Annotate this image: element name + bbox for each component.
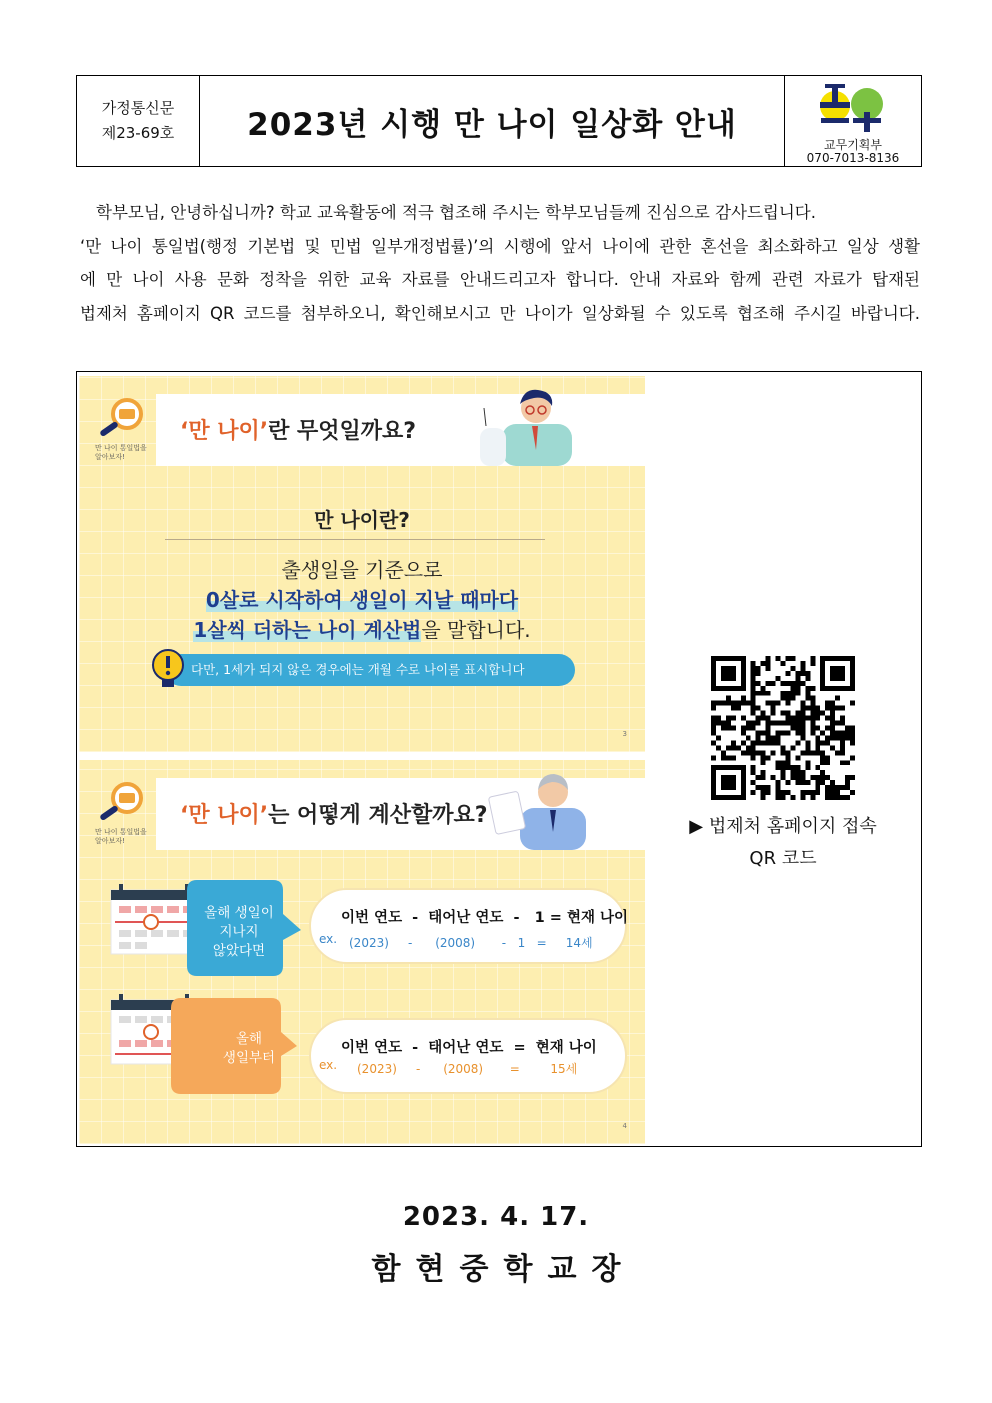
case1-bubble-line: 않았다면 bbox=[212, 943, 266, 959]
qr-code-icon[interactable] bbox=[711, 656, 855, 800]
intro-paragraph bbox=[80, 196, 920, 330]
case1-bubble-line: 올해 생일이 bbox=[204, 905, 274, 921]
definition-line-2-text: 0살로 시작하여 생일이 지날 때마다 bbox=[205, 588, 519, 612]
slide-what-is-man-age bbox=[79, 376, 645, 752]
slide-banner bbox=[156, 394, 645, 466]
side-caption: 만 나이 통일법을 알아보자! bbox=[95, 444, 147, 461]
slide-title bbox=[180, 414, 416, 445]
side-caption: 만 나이 통일법을 알아보자! bbox=[95, 828, 147, 845]
case1-bubble-text bbox=[189, 904, 289, 961]
qr-caption: ▶ 법제처 홈페이지 접속 bbox=[689, 816, 877, 837]
intro-line: 학부모님, 안녕하십니까? 학교 교육활동에 적극 협조해 주시는 학부모님들께 진심으로 감사드립니다. bbox=[96, 203, 816, 222]
slide-title-highlight: ‘만 나이’ bbox=[180, 803, 269, 828]
school-principal: 함현중학교장 bbox=[371, 1252, 636, 1287]
case2-bubble-text bbox=[199, 1030, 299, 1068]
school-logo-cell bbox=[784, 76, 921, 166]
doc-type: 가정통신문 bbox=[101, 99, 175, 117]
slide-page-number: 4 bbox=[622, 1122, 627, 1130]
slide-title bbox=[180, 798, 488, 829]
doc-number: 제23-69호 bbox=[101, 124, 175, 142]
magnifier-icon bbox=[93, 780, 149, 826]
example-label-2: ex. bbox=[319, 1058, 338, 1072]
document-title: 2023년 시행 만 나이 일상화 안내 bbox=[247, 106, 737, 143]
example-2: (2023) - (2008) = 15세 bbox=[357, 1062, 578, 1076]
slide-banner bbox=[156, 778, 645, 850]
definition-line-1: 출생일을 기준으로 bbox=[281, 558, 443, 582]
intro-line: 법제처 홈페이지 QR 코드를 첨부하오니, 확인해보시고 만 나이가 일상화될 수 있도록 협조해 주시길 바랍니다. bbox=[80, 303, 920, 323]
slide-title-rest: 란 무엇일까요? bbox=[268, 419, 417, 444]
header-table bbox=[76, 75, 922, 167]
divider bbox=[165, 539, 545, 540]
note-banner: 다만, 1세가 되지 않은 경우에는 개월 수로 나이를 표시합니다 bbox=[165, 654, 575, 686]
content-frame bbox=[76, 371, 922, 1147]
qr-caption-sub: QR 코드 bbox=[749, 848, 817, 869]
formula-1: 이번 연도 - 태어난 연도 - 1 = 현재 나이 bbox=[341, 910, 629, 926]
slide-page-number: 3 bbox=[622, 730, 627, 738]
department-phone: 070-7013-8136 bbox=[806, 151, 900, 165]
intro-line: ‘만 나이 통일법(행정 기본법 및 민법 일부개정법률)’의 시행에 앞서 나이에 관한 혼선을 최소화하고 일상 생활 bbox=[80, 236, 920, 256]
formula-2: 이번 연도 - 태어난 연도 = 현재 나이 bbox=[341, 1040, 597, 1056]
slide-title-rest: 는 어떻게 계산할까요? bbox=[268, 803, 488, 828]
doc-info-cell bbox=[77, 76, 200, 166]
case2-bubble-line: 올해 bbox=[235, 1031, 263, 1047]
definition-line-3-bold: 1살씩 더하는 나이 계산법 bbox=[193, 618, 422, 642]
intro-line: 에 만 나이 사용 문화 정착을 위한 교육 자료를 안내드리고자 합니다. 안내 자료와 함께 관련 자료가 탑재된 bbox=[80, 270, 920, 289]
teacher-illustration-icon bbox=[476, 384, 586, 466]
department-name: 교무기획부 bbox=[824, 138, 882, 152]
case1-bubble-line: 지나지 bbox=[219, 924, 259, 940]
example-1: (2023) - (2008) - 1 = 14세 bbox=[349, 936, 593, 950]
slide-question: 만 나이란? bbox=[314, 508, 410, 532]
definition-line-3 bbox=[79, 614, 645, 643]
lightbulb-icon bbox=[151, 648, 185, 692]
issue-date: 2023. 4. 17. bbox=[402, 1202, 590, 1232]
slide-how-to-calculate bbox=[79, 760, 645, 1144]
case2-bubble-line: 생일부터 bbox=[222, 1050, 276, 1066]
definition-line-3-rest: 을 말합니다. bbox=[421, 618, 531, 642]
example-label-1: ex. bbox=[319, 932, 338, 946]
slide-title-highlight: ‘만 나이’ bbox=[180, 419, 269, 444]
definition-line-2 bbox=[79, 584, 645, 613]
school-logo-icon bbox=[817, 82, 889, 136]
elder-illustration-icon bbox=[486, 768, 596, 850]
magnifier-icon bbox=[93, 396, 149, 442]
